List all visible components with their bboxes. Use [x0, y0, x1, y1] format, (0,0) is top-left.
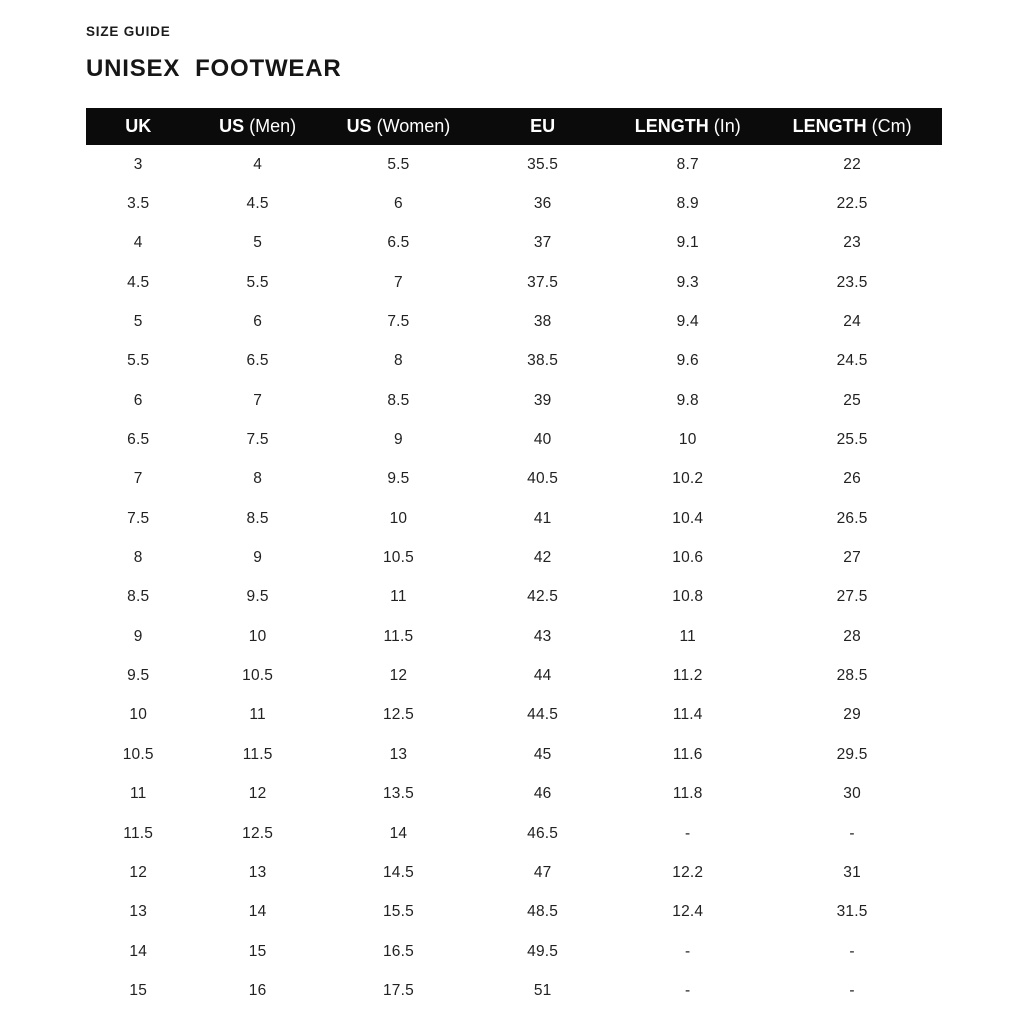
table-cell: 7: [394, 273, 403, 291]
table-cell: 45: [533, 745, 552, 763]
table-cell: 25: [843, 391, 861, 409]
table-cell: 12.5: [382, 706, 414, 724]
table-cell: 10: [678, 431, 697, 449]
table-cell: 12.4: [672, 903, 704, 921]
table-row: [86, 184, 942, 223]
column-header-unit-text: (In): [713, 116, 741, 136]
table-cell: 6.5: [246, 352, 269, 370]
table-cell: 43: [533, 627, 552, 645]
table-cell: 5: [253, 234, 263, 252]
table-cell: 40: [533, 431, 552, 449]
column-header-unit-text: (Cm): [871, 116, 912, 136]
table-cell: 10.5: [122, 745, 154, 763]
table-cell: 23.5: [836, 273, 868, 291]
table-cell: 6: [133, 391, 143, 409]
table-row: [86, 893, 942, 932]
table-cell: 42.5: [527, 588, 559, 606]
table-cell: 9: [133, 627, 143, 645]
table-cell: 8: [253, 470, 263, 488]
table-cell: 9.5: [387, 470, 410, 488]
table-cell: 14: [248, 903, 267, 921]
table-cell: 15.5: [382, 903, 414, 921]
table-cell: 16.5: [382, 942, 414, 960]
table-cell: 5: [133, 313, 143, 331]
table-cell: 36: [533, 195, 552, 213]
table-cell: 11.2: [672, 667, 703, 685]
table-cell: 14: [129, 942, 148, 960]
table-row: [86, 578, 942, 617]
table-cell: 27: [843, 549, 861, 567]
table-cell: 39: [533, 391, 552, 409]
page-title: UNISEX FOOTWEAR: [86, 55, 342, 82]
table-row: [86, 145, 942, 184]
table-cell: 3.5: [127, 195, 150, 213]
table-cell: 15: [248, 942, 267, 960]
table-cell: 4: [133, 234, 143, 252]
table-cell: 25.5: [836, 431, 868, 449]
table-row: [86, 656, 942, 695]
table-cell: 31.5: [836, 903, 868, 921]
table-cell: 26: [843, 470, 861, 488]
table-cell: 49.5: [527, 942, 559, 960]
column-header-uk: [86, 108, 190, 145]
table-cell: 4.5: [246, 195, 269, 213]
table-cell: 24: [843, 313, 861, 331]
table-cell: 10: [389, 509, 408, 527]
table-cell: 6.5: [127, 431, 150, 449]
table-row: [86, 302, 942, 341]
table-cell: 11.8: [672, 785, 703, 803]
column-header-length-cm: [762, 108, 942, 145]
table-cell: 12.5: [242, 824, 274, 842]
table-cell: 12: [389, 667, 408, 685]
table-cell: -: [849, 824, 855, 842]
table-cell: 11.6: [672, 745, 703, 763]
table-cell: -: [685, 981, 691, 999]
table-cell: 27.5: [836, 588, 868, 606]
table-cell: 9.4: [676, 313, 699, 331]
table-cell: 17.5: [382, 981, 414, 999]
table-row: [86, 932, 942, 971]
table-cell: 8: [133, 549, 143, 567]
table-row: [86, 814, 942, 853]
table-cell: 6: [253, 313, 263, 331]
table-cell: 5.5: [127, 352, 150, 370]
table-cell: 46.5: [527, 824, 559, 842]
table-cell: 7.5: [127, 509, 150, 527]
size-table-header-row: [86, 108, 942, 145]
table-cell: 9: [253, 549, 263, 567]
table-row: [86, 224, 942, 263]
table-cell: 15: [129, 981, 148, 999]
table-cell: 35.5: [527, 155, 559, 173]
table-cell: 37.5: [527, 273, 559, 291]
table-cell: 9.1: [676, 234, 699, 252]
table-cell: 5.5: [246, 273, 269, 291]
table-cell: 30: [843, 785, 861, 803]
table-cell: 29.5: [836, 745, 868, 763]
table-row: [86, 263, 942, 302]
table-cell: 41: [533, 509, 552, 527]
table-cell: 8.5: [387, 391, 410, 409]
table-cell: 14.5: [382, 863, 414, 881]
size-guide-label: SIZE GUIDE: [86, 24, 171, 39]
table-cell: 10.8: [672, 588, 704, 606]
column-header-unit-text: (Women): [376, 116, 451, 136]
table-cell: 11: [249, 706, 266, 724]
table-cell: 8.9: [676, 195, 699, 213]
table-cell: 11.5: [123, 824, 154, 842]
table-cell: 9.8: [676, 391, 699, 409]
table-cell: 6: [394, 195, 403, 213]
table-cell: 9.5: [246, 588, 269, 606]
table-cell: 11: [390, 588, 407, 606]
table-cell: 12: [248, 785, 267, 803]
table-cell: 4: [253, 155, 263, 173]
column-header-us-men: [190, 108, 324, 145]
table-cell: 48.5: [527, 903, 559, 921]
column-header-length-in: [613, 108, 762, 145]
table-cell: 3: [133, 155, 143, 173]
table-cell: 5.5: [387, 155, 410, 173]
table-cell: 10.5: [242, 667, 274, 685]
table-cell: 47: [533, 863, 552, 881]
table-cell: 9: [394, 431, 403, 449]
table-cell: 24.5: [836, 352, 868, 370]
table-cell: 10.5: [382, 549, 414, 567]
table-cell: 22.5: [836, 195, 868, 213]
table-row: [86, 381, 942, 420]
table-cell: 28: [843, 627, 861, 645]
table-cell: 22: [843, 155, 861, 173]
table-cell: 9.3: [676, 273, 699, 291]
table-cell: -: [849, 981, 855, 999]
column-header-bold-text: US: [219, 116, 245, 136]
table-cell: 38.5: [527, 352, 559, 370]
table-cell: 51: [533, 981, 552, 999]
table-cell: 40.5: [527, 470, 559, 488]
column-header-bold-text: EU: [530, 116, 556, 136]
table-cell: 7: [253, 391, 263, 409]
table-cell: 13: [129, 903, 148, 921]
table-cell: 12: [129, 863, 148, 881]
table-row: [86, 538, 942, 577]
table-row: [86, 735, 942, 774]
table-cell: 14: [389, 824, 408, 842]
table-cell: 13: [248, 863, 267, 881]
table-cell: 11.5: [242, 745, 273, 763]
table-cell: 11.5: [383, 627, 414, 645]
table-cell: -: [685, 824, 691, 842]
column-header-eu: [472, 108, 613, 145]
table-cell: 4.5: [127, 273, 150, 291]
column-header-bold-text: LENGTH: [634, 116, 709, 136]
table-cell: 37: [533, 234, 552, 252]
table-cell: 7.5: [246, 431, 269, 449]
table-cell: 7: [133, 470, 143, 488]
table-row: [86, 420, 942, 459]
table-cell: 16: [248, 981, 267, 999]
table-cell: 13.5: [382, 785, 414, 803]
column-header-us-women: [325, 108, 472, 145]
column-header-unit-text: (Men): [249, 116, 297, 136]
table-cell: 46: [533, 785, 552, 803]
table-cell: 10.2: [672, 470, 704, 488]
table-cell: 10: [129, 706, 148, 724]
table-row: [86, 617, 942, 656]
table-cell: 10.4: [672, 509, 704, 527]
table-cell: 38: [533, 313, 552, 331]
table-cell: 8: [394, 352, 403, 370]
table-cell: 44: [533, 667, 552, 685]
table-cell: 31: [843, 863, 861, 881]
table-cell: 9.6: [676, 352, 699, 370]
table-cell: 12.2: [672, 863, 704, 881]
table-cell: 29: [843, 706, 861, 724]
table-cell: 8.7: [676, 155, 699, 173]
table-cell: 44.5: [527, 706, 559, 724]
column-header-bold-text: US: [346, 116, 372, 136]
table-cell: -: [849, 942, 855, 960]
table-cell: 8.5: [127, 588, 150, 606]
table-cell: 7.5: [387, 313, 410, 331]
table-cell: 10: [248, 627, 267, 645]
table-cell: 10.6: [672, 549, 704, 567]
table-cell: 42: [533, 549, 552, 567]
table-cell: 6.5: [387, 234, 410, 252]
table-cell: 13: [389, 745, 408, 763]
table-cell: 8.5: [246, 509, 269, 527]
table-cell: 26.5: [836, 509, 868, 527]
table-row: [86, 775, 942, 814]
table-row: [86, 460, 942, 499]
table-cell: 28.5: [836, 667, 868, 685]
table-cell: 11.4: [672, 706, 703, 724]
table-cell: 9.5: [127, 667, 150, 685]
table-cell: 11: [129, 785, 147, 803]
table-row: [86, 971, 942, 1010]
table-cell: -: [685, 942, 691, 960]
size-table-body: [86, 145, 942, 1011]
column-header-bold-text: UK: [125, 116, 152, 136]
table-row: [86, 499, 942, 538]
table-cell: 11: [679, 627, 696, 645]
size-chart-table: [86, 108, 942, 1011]
table-row: [86, 342, 942, 381]
table-row: [86, 853, 942, 892]
table-row: [86, 696, 942, 735]
column-header-bold-text: LENGTH: [792, 116, 867, 136]
table-cell: 23: [843, 234, 861, 252]
